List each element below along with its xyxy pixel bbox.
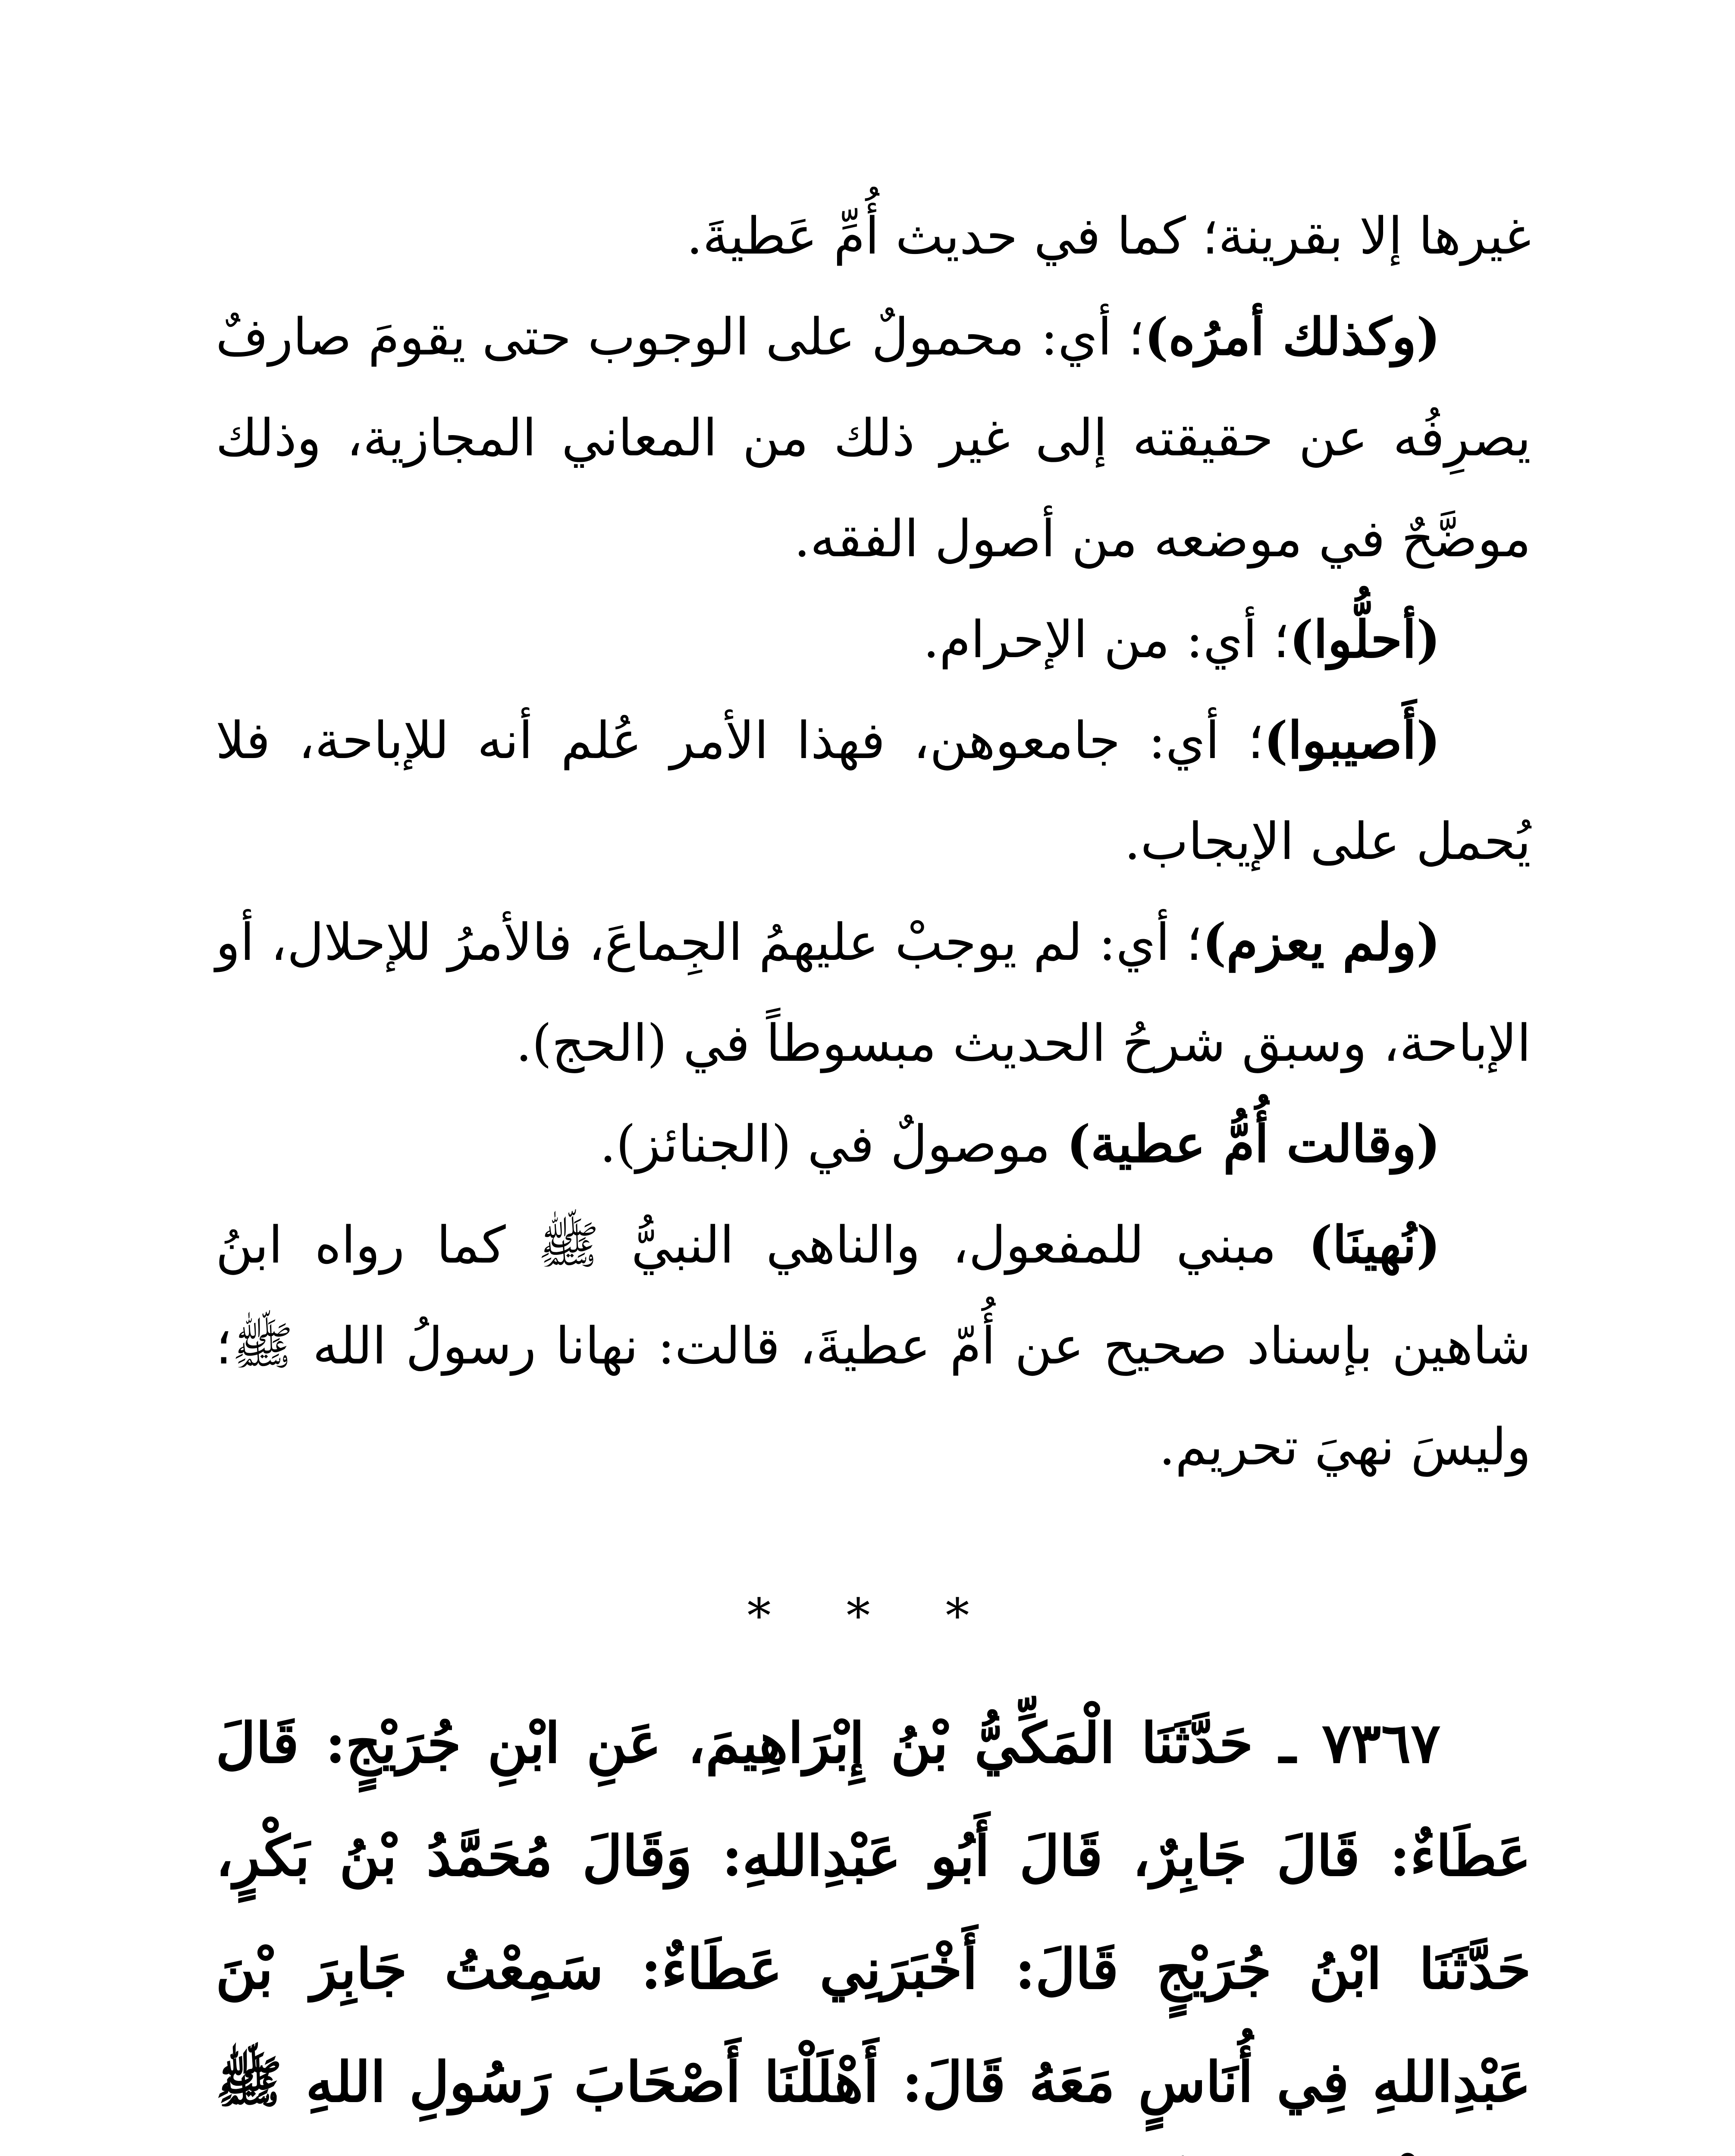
commentary-text: ؛ أي: جامعوهن، فهذا الأمر عُلم أنه للإباحة، فلا يُحمل على الإيجاب. [216, 711, 1531, 871]
commentary-text: مبني للمفعول، والناهي النبيُّ ﷺ كما رواه ابنُ شاهين بإسناد صحيح عن أُمّ عطيةَ، قالت: نهانا رسولُ الله ﷺ؛ وليسَ نهيَ تحريم. [216, 1215, 1531, 1476]
commentary-text: غيرها إلا بقرينة؛ كما في حديث أُمِّ عَطيةَ. [686, 206, 1531, 266]
hadith-separator: ـ [1253, 1711, 1322, 1776]
hadith-paragraph [216, 1687, 1531, 2156]
section-divider: * * * [747, 1588, 1000, 1643]
commentary-paragraph [216, 690, 1531, 892]
commentary-term: (أحلُّوا) [1289, 609, 1440, 669]
commentary-text: ؛ أي: محمولٌ على الوجوب حتى يقومَ صارفٌ يصرِفُه عن حقيقته إلى غير ذلك من المعاني المجازية، وذلك موضَّحٌ في موضعه من أصول الفقه. [216, 307, 1531, 568]
commentary-text: ؛ أي: لم يوجبْ عليهمُ الجِماعَ، فالأمرُ للإحلال، أو الإباحة، وسبق شرحُ الحديث مبسوطاً في (الحج). [216, 912, 1531, 1073]
commentary-term: (وكذلك أمرُه) [1144, 307, 1440, 367]
commentary-paragraph [216, 185, 1531, 286]
commentary-paragraph [216, 1194, 1531, 1497]
hadith-block [216, 1687, 1531, 2156]
commentary-text: موصولٌ في (الجنائز). [599, 1114, 1067, 1174]
commentary-paragraph [216, 589, 1531, 690]
page-body [216, 185, 1531, 2156]
commentary-text: ؛ أي: من الإحرام. [923, 610, 1289, 669]
hadith-text: حَدَّثَنَا الْمَكِّيُّ بْنُ إِبْرَاهِيمَ، عَنِ ابْنِ جُرَيْجٍ: قَالَ عَطَاءٌ: قَالَ جَابِرٌ، قَالَ أَبُو عَبْدِاللهِ: وَقَالَ مُحَمَّدُ بْنُ بَكْرٍ، حَدَّثَنَا ابْنُ جُرَيْجٍ قَالَ: أَخْبَرَنِي عَطَاءٌ: سَمِعْتُ جَابِرَ بْنَ عَبْدِاللهِ فِي أُنَاسٍ مَعَهُ قَالَ: أَهْلَلْنَا أَصْحَابَ رَسُولِ اللهِ ﷺ [216, 1711, 1531, 2115]
commentary-term: (أَصيبوا) [1264, 710, 1440, 770]
commentary-term: (نُهينَا) [1308, 1215, 1440, 1275]
commentary-term: (ولم يعزم) [1202, 912, 1440, 972]
commentary-paragraph [216, 892, 1531, 1094]
commentary-paragraph [216, 1094, 1531, 1194]
hadith-number: ٧٣٦٧ [1322, 1711, 1441, 1776]
commentary-paragraph [216, 286, 1531, 589]
commentary-section [216, 185, 1531, 1497]
commentary-term: (وقالت أُمُّ عطية) [1067, 1114, 1440, 1174]
